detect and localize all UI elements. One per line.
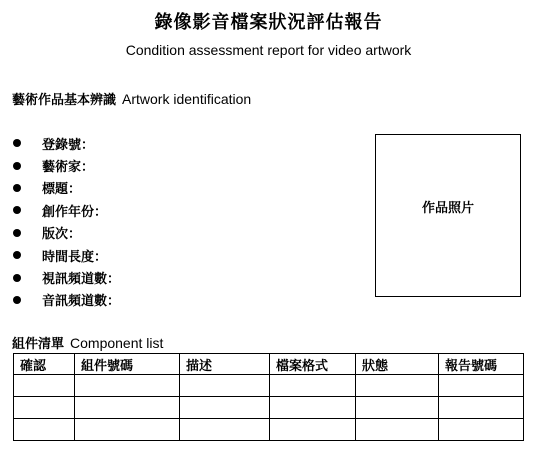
field-label: 標題： [42, 182, 82, 198]
table-cell[interactable] [14, 419, 75, 441]
table-cell[interactable] [14, 397, 75, 419]
artwork-photo-label: 作品照片 [421, 201, 474, 216]
column-header-file-format: 檔案格式 [270, 354, 356, 375]
artwork-identification-heading-en: Artwork identification [122, 91, 252, 107]
field-label: 視訊頻道數： [42, 272, 121, 288]
table-row [14, 375, 524, 397]
field-label: 音訊頻道數： [42, 294, 121, 310]
table-cell[interactable] [439, 419, 524, 441]
column-header-report-number: 報告號碼 [439, 354, 524, 375]
bullet-icon [13, 206, 21, 214]
column-header-check: 確認 [14, 354, 75, 375]
table-cell[interactable] [180, 397, 270, 419]
field-accession-number [12, 132, 120, 154]
table-cell[interactable] [356, 375, 439, 397]
field-label: 創作年份： [42, 204, 108, 220]
field-artist [12, 154, 120, 176]
table-cell[interactable] [439, 397, 524, 419]
table-row [14, 397, 524, 419]
artwork-identification-heading [12, 89, 251, 108]
table-cell[interactable] [14, 375, 75, 397]
table-row [14, 419, 524, 441]
field-label: 登錄號： [42, 137, 95, 153]
bullet-icon [13, 184, 21, 192]
report-title: 錄像影音檔案狀況評估報告 [154, 12, 383, 33]
bullet-icon [13, 139, 21, 147]
field-title [12, 177, 120, 199]
field-duration [12, 244, 120, 266]
column-header-description: 描述 [180, 354, 270, 375]
report-subtitle: Condition assessment report for video artwork [125, 42, 412, 58]
bullet-icon [13, 229, 21, 237]
artwork-photo-box [375, 134, 521, 297]
table-cell[interactable] [75, 397, 180, 419]
field-year [12, 199, 120, 221]
field-audio-channels [12, 289, 120, 311]
artwork-identification-heading-zh: 藝術作品基本辨識 [12, 93, 117, 108]
bullet-icon [13, 274, 21, 282]
table-cell[interactable] [356, 397, 439, 419]
field-label: 藝術家： [42, 160, 95, 176]
field-label: 時間長度： [42, 249, 108, 265]
table-cell[interactable] [180, 375, 270, 397]
table-cell[interactable] [180, 419, 270, 441]
table-cell[interactable] [270, 375, 356, 397]
column-header-condition: 狀態 [356, 354, 439, 375]
column-header-component-number: 組件號碼 [75, 354, 180, 375]
field-edition [12, 222, 120, 244]
field-label: 版次： [42, 227, 82, 243]
component-list-heading [12, 333, 163, 352]
bullet-icon [13, 162, 21, 170]
table-cell[interactable] [270, 419, 356, 441]
table-cell[interactable] [356, 419, 439, 441]
table-cell[interactable] [75, 419, 180, 441]
artwork-field-list [12, 132, 120, 311]
bullet-icon [13, 251, 21, 259]
table-cell[interactable] [270, 397, 356, 419]
table-cell[interactable] [75, 375, 180, 397]
field-video-channels [12, 266, 120, 288]
component-table-header-row [14, 354, 524, 375]
component-list-heading-zh: 組件清單 [12, 337, 65, 352]
component-table [13, 353, 524, 441]
table-cell[interactable] [439, 375, 524, 397]
component-list-heading-en: Component list [70, 335, 164, 351]
bullet-icon [13, 296, 21, 304]
